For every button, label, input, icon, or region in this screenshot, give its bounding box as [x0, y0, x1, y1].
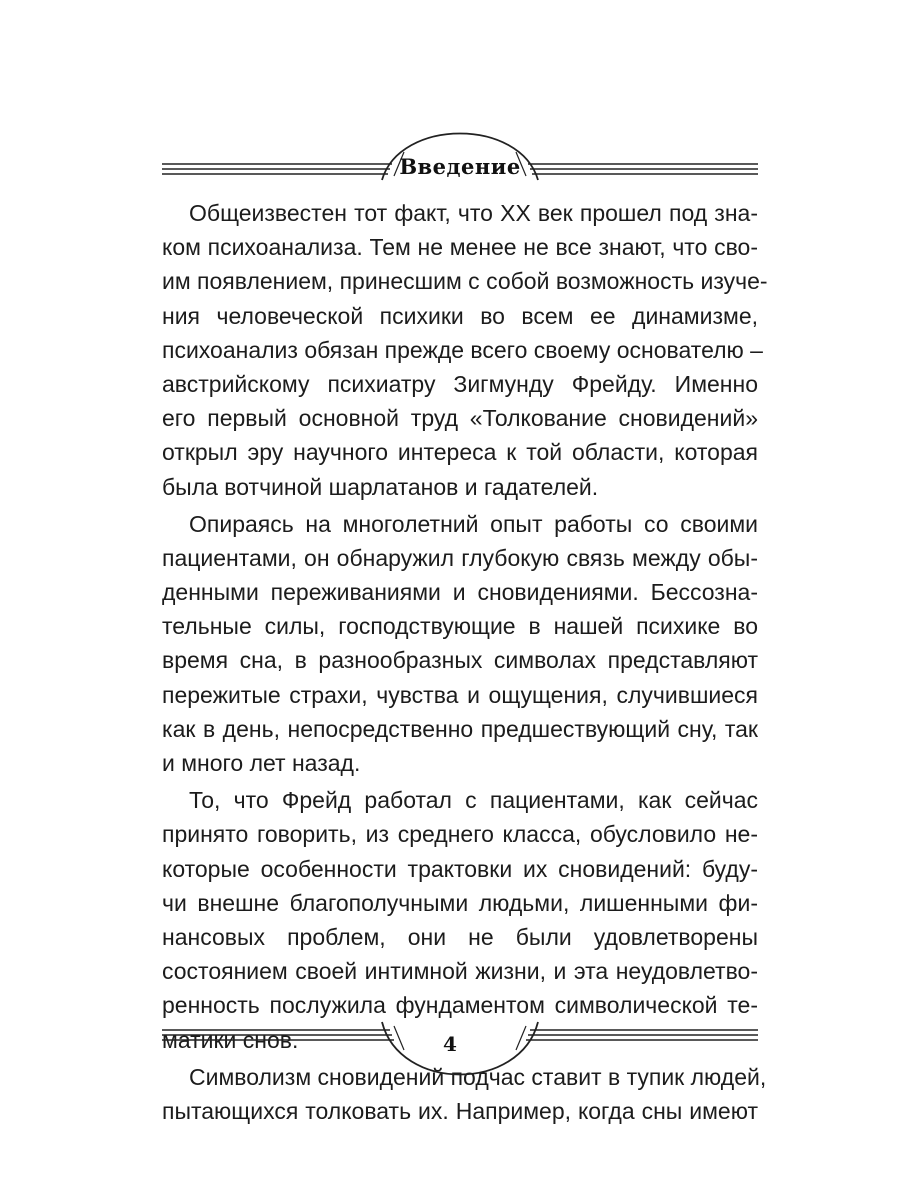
- text-line: которые особенности трактовки их сновидений: буду-: [162, 855, 758, 882]
- text-line: и много лет назад.: [162, 750, 361, 776]
- text-line: открыл эру научного интереса к той области, которая: [162, 439, 758, 466]
- text-line: Общеизвестен тот факт, что XX век прошел под зна-: [189, 200, 758, 226]
- text-line: пытающихся толковать их. Например, когда сны имеют: [162, 1097, 758, 1124]
- text-line: как в день, непосредственно предшествующий сну, так: [162, 715, 758, 742]
- page-number: 4: [443, 1032, 457, 1056]
- text-line: принято говорить, из среднего класса, обусловило не-: [162, 821, 758, 848]
- text-line: ренность послужила фундаментом символической те-: [162, 992, 758, 1019]
- text-line: пациентами, он обнаружил глубокую связь между обы-: [162, 544, 758, 571]
- text-line: время сна, в разнообразных символах представляют: [162, 647, 758, 674]
- text-line: австрийскому психиатру Зигмунду Фрейду. Именно: [162, 370, 758, 397]
- text-line: То, что Фрейд работал с пациентами, как сейчас: [189, 787, 758, 814]
- text-line: нансовых проблем, они не были удовлетворены: [162, 923, 758, 950]
- text-line: Символизм сновидений подчас ставит в тупик людей,: [189, 1063, 767, 1090]
- chapter-title: Введение: [399, 154, 521, 179]
- text-line: ния человеческой психики во всем ее динамизме,: [162, 302, 758, 329]
- text-line: чи внешне благополучными людьми, лишенными фи-: [162, 889, 758, 916]
- text-line: состоянием своей интимной жизни, и эта неудовлетво-: [162, 958, 758, 985]
- text-line: денными переживаниями и сновидениями. Бессозна-: [162, 579, 758, 606]
- footer-ornament: [0, 1000, 900, 1120]
- text-line: его первый основной труд «Толкование сновидений»: [162, 405, 758, 432]
- text-line: ком психоанализа. Тем не менее не все знают, что сво-: [162, 234, 758, 261]
- paragraph: [162, 196, 768, 504]
- paragraph: [162, 507, 758, 781]
- text-line: тельные силы, господствующие в нашей психике во: [162, 613, 758, 640]
- text-line: пережитые страхи, чувства и ощущения, случившиеся: [162, 681, 758, 708]
- text-line: матики снов.: [162, 1026, 299, 1053]
- text-line: психоанализ обязан прежде всего своему основателю –: [162, 336, 763, 363]
- text-line: Опираясь на многолетний опыт работы со своими: [189, 510, 758, 537]
- text-line: была вотчиной шарлатанов и гадателей.: [162, 473, 599, 500]
- text-line: им появлением, принесшим с собой возможность изуче-: [162, 268, 768, 295]
- body-text: [162, 196, 768, 1128]
